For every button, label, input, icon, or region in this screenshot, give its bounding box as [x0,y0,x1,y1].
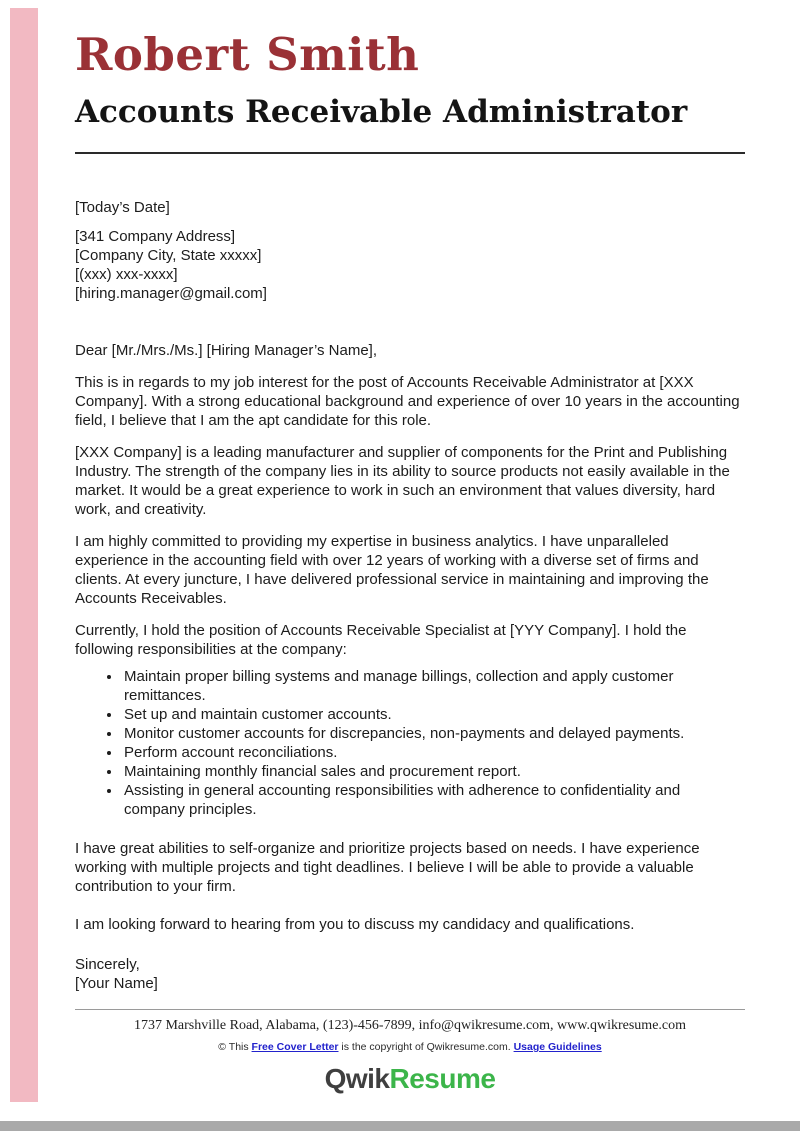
paragraph: I am looking forward to hearing from you to discuss my candidacy and qualifications. [75,916,635,934]
qwikresume-logo [75,1063,745,1095]
footer-contact: 1737 Marshville Road, Alabama, (123)-456-7899, info@qwikresume.com, www.qwikresume.com [133,1018,687,1034]
logo-qwik-text: Qwik [324,1063,390,1095]
copyright-symbol: © [218,1041,227,1054]
letter-body [75,198,745,993]
responsibility-item: • Set up and maintain customer accounts. [122,705,745,724]
responsibility-item: • Perform account reconciliations. [122,743,745,762]
header-divider [75,152,745,154]
job-title: Accounts Receivable Administrator [75,94,688,131]
candidate-name: Robert Smith [75,28,420,81]
usage-guidelines-link[interactable]: Usage Guidelines [513,1041,602,1054]
responsibility-item: • Assisting in general accounting responsibilities with adherence to confidentiality and company principles. [122,781,745,819]
paragraph: I have great abilities to self-organize and prioritize projects based on needs. I have experience working with multiple projects and tight deadlines. I believe I will be able to provide a valuable contribution to your firm. [75,840,700,896]
address-line: [Company City, State xxxxx] [75,247,262,265]
left-accent-bar [10,8,38,1102]
paragraph: Currently, I hold the position of Accounts Receivable Specialist at [YYY Company]. I hold the following responsibilities at the company: [75,622,687,659]
responsibility-item: • Maintain proper billing systems and manage billings, collection and apply customer remittances. [122,667,745,705]
page-footer [75,1009,745,1095]
page-bottom-edge [0,1121,800,1131]
paragraph: This is in regards to my job interest for the post of Accounts Receivable Administrator at [XXX Company]. With a strong educational background and experience of over 10 years in the accounting field, I believe that I am the apt candidate for this role. [75,374,740,430]
copyright-text: is the copyright of Qwikresume.com. [341,1041,511,1054]
address-line: [hiring.manager@gmail.com] [75,285,267,303]
address-line: [(xxx) xxx-xxxx] [75,266,178,284]
copyright-text: This [228,1041,249,1054]
address-block [75,227,745,303]
signoff-block [75,955,745,993]
signoff: Sincerely, [75,956,140,974]
free-cover-letter-link[interactable]: Free Cover Letter [251,1041,339,1054]
paragraph: I am highly committed to providing my expertise in business analytics. I have unparalleled experience in the accounting field with over 12 years of working with a diverse set of firms and clients. At every juncture, I have delivered professional service in maintaining and improving the Accounts Receivables. [75,533,709,608]
responsibility-item: • Monitor customer accounts for discrepancies, non-payments and delayed payments. [122,724,745,743]
responsibilities-list [75,667,745,819]
salutation: Dear [Mr./Mrs./Ms.] [Hiring Manager’s Name], [75,342,378,360]
paragraph: [XXX Company] is a leading manufacturer and supplier of components for the Print and Publishing Industry. The strength of the company lies in its ability to source products not easily available in the market. It would be a great experience to work in such an environment that values diversity, hard work, and creativity. [75,444,730,519]
responsibility-item: • Maintaining monthly financial sales and procurement report. [122,762,745,781]
address-line: [341 Company Address] [75,228,236,246]
footer-divider [75,1009,745,1010]
footer-copyright [75,1041,745,1054]
date-line: [Today’s Date] [75,199,170,217]
signature: [Your Name] [75,975,158,993]
cover-letter-page [75,0,745,1095]
logo-resume-text: Resume [389,1063,496,1095]
